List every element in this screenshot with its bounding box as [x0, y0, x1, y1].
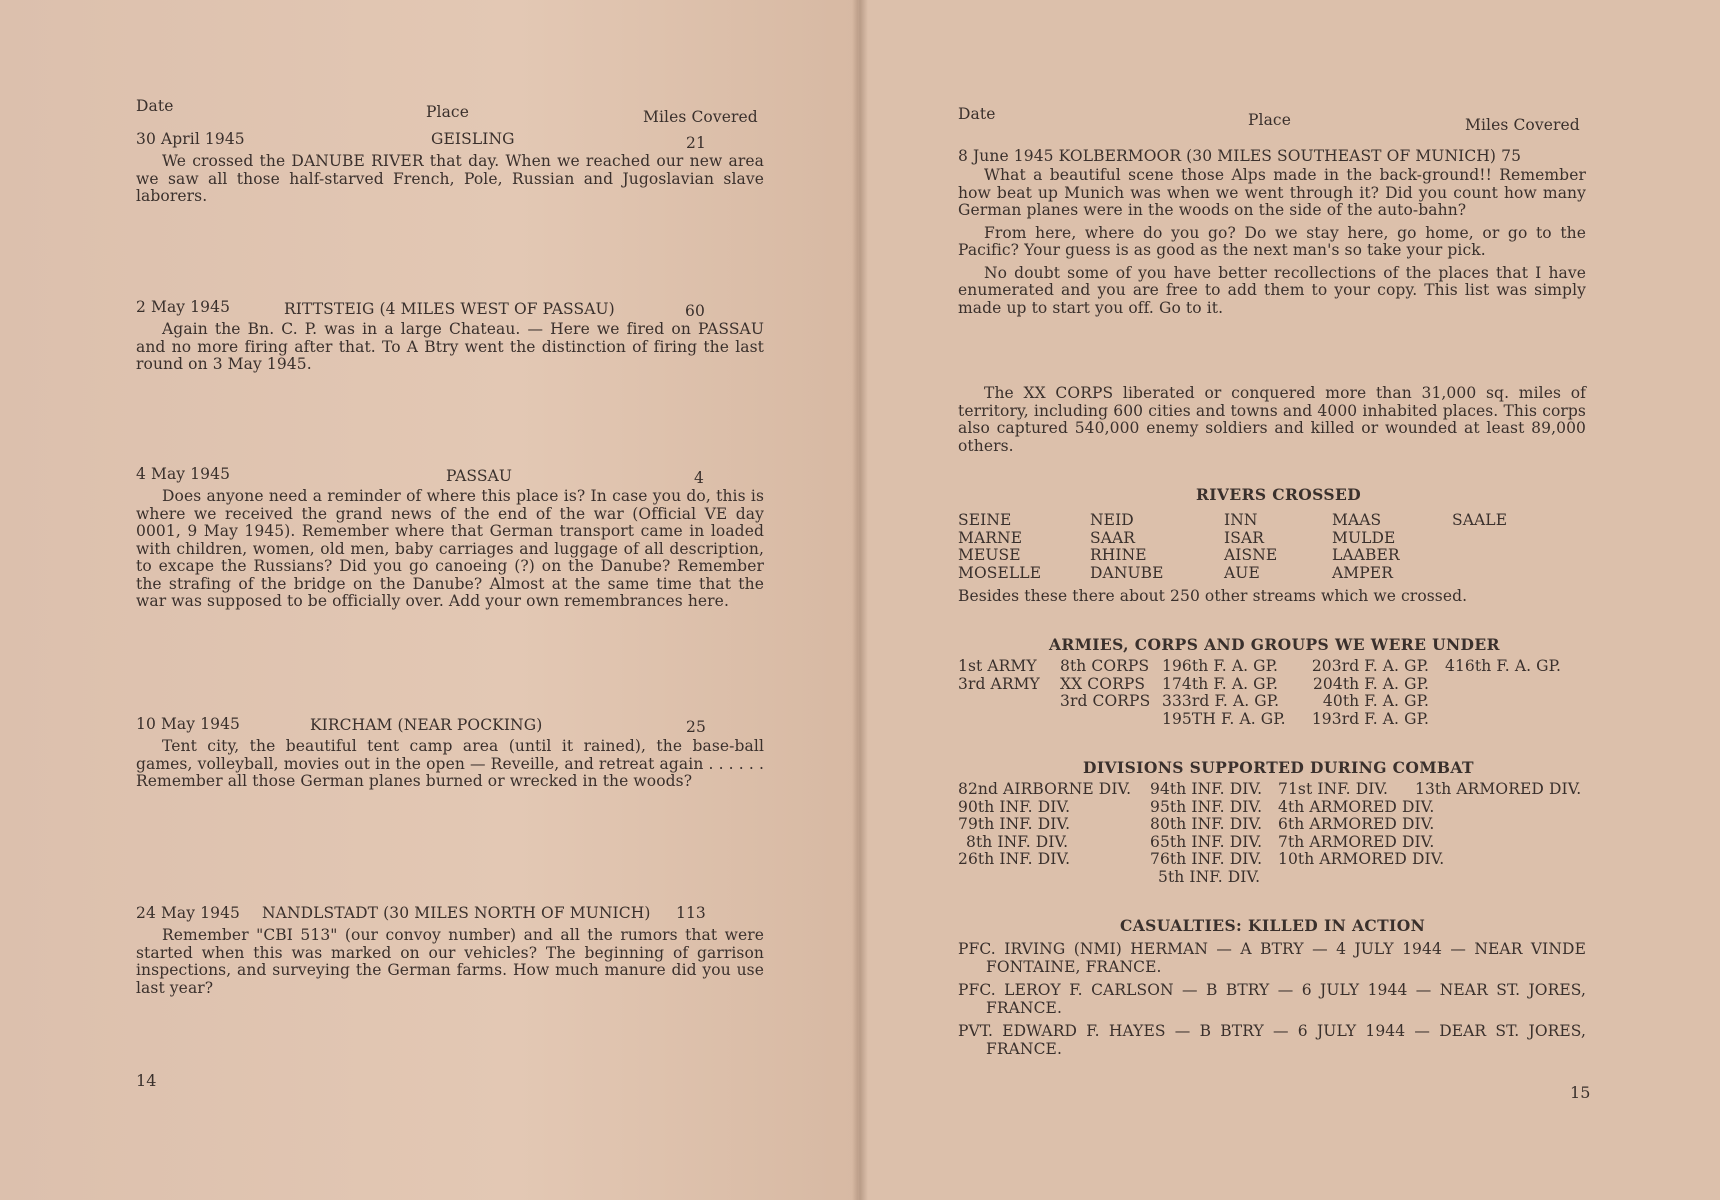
- entry-paragraph: What a beautiful scene those Alps made in the back-ground!! Remember how beat up Munich was when we went through it? Did you count how many German planes were in the woods on the side of the auto-bahn?: [958, 166, 1586, 219]
- division-name: 79th INF. DIV.: [958, 815, 1071, 833]
- river-name: MULDE: [1332, 528, 1396, 547]
- division-name: 95th INF. DIV.: [1150, 797, 1263, 816]
- entry-date: 24 May 1945: [136, 904, 240, 922]
- armies-title: ARMIES, CORPS AND GROUPS WE WERE UNDER: [1049, 635, 1500, 654]
- entry-place: GEISLING: [431, 130, 515, 148]
- river-name: MARNE: [958, 528, 1023, 547]
- entry-paragraph: From here, where do you go? Do we stay here, go home, or go to the Pacific? Your guess is as good as the next man's so take your pick.: [958, 223, 1586, 259]
- division-name: 5th INF. DIV.: [1158, 867, 1261, 886]
- division-name: 94th INF. DIV.: [1150, 780, 1263, 798]
- division-name: 26th INF. DIV.: [958, 850, 1071, 868]
- river-name: NEID: [1090, 511, 1134, 529]
- river-name: MEUSE: [958, 546, 1021, 564]
- rivers-title: RIVERS CROSSED: [1196, 485, 1362, 504]
- entry-text: Remember "CBI 513" (our convoy number) and all the rumors that were started when this was marked on our vehicles? The beginning of garrison inspections, and surveying the German farms. How much manure did you use last year?: [136, 926, 764, 997]
- divisions-col: [1415, 781, 1581, 799]
- entry-place: KIRCHAM (NEAR POCKING): [310, 716, 543, 734]
- entry-place: NANDLSTADT (30 MILES NORTH OF MUNICH): [262, 904, 651, 922]
- division-name: 4th ARMORED DIV.: [1278, 797, 1435, 816]
- miles-header: Miles Covered: [643, 108, 758, 126]
- casualties-list: [958, 941, 1586, 1064]
- division-name: 82nd AIRBORNE DIV.: [958, 780, 1132, 798]
- divisions-col: [1150, 781, 1262, 886]
- divisions-title: DIVISIONS SUPPORTED DURING COMBAT: [1083, 758, 1474, 777]
- group-name: 193rd F. A. GP.: [1311, 709, 1429, 728]
- entry-miles: 25: [686, 718, 706, 736]
- group-name: 195TH F. A. GP.: [1162, 709, 1286, 728]
- page-number: 15: [1570, 1083, 1591, 1102]
- river-name: INN: [1224, 511, 1258, 529]
- groups-col: [1445, 658, 1561, 676]
- casualty-entry: PFC. LEROY F. CARLSON — B BTRY — 6 JULY 1944 — NEAR ST. JORES, FRANCE.: [958, 981, 1586, 1017]
- group-name: 416th F. A. GP.: [1445, 657, 1562, 675]
- river-name: SAAR: [1090, 528, 1136, 547]
- groups-col: [1162, 658, 1286, 728]
- corps-summary: [958, 385, 1586, 460]
- group-name: 174th F. A. GP.: [1162, 674, 1279, 693]
- river-name: AUE: [1224, 563, 1260, 582]
- miles-header: Miles Covered: [1465, 116, 1580, 134]
- division-name: 80th INF. DIV.: [1150, 815, 1263, 833]
- division-name: 6th ARMORED DIV.: [1278, 815, 1435, 833]
- group-name: 40th F. A. GP.: [1322, 692, 1429, 710]
- division-name: 76th INF. DIV.: [1150, 850, 1263, 868]
- date-header: Date: [958, 105, 996, 123]
- river-name: SEINE: [958, 511, 1012, 529]
- entry-miles: 113: [676, 904, 706, 922]
- rivers-col: [1332, 512, 1400, 582]
- entry-date: 4 May 1945: [136, 465, 231, 483]
- casualties-title: CASUALTIES: KILLED IN ACTION: [1120, 916, 1426, 935]
- entry-miles: 4: [694, 469, 704, 487]
- division-name: 13th ARMORED DIV.: [1415, 780, 1582, 798]
- river-name: AMPER: [1332, 563, 1393, 582]
- entry-text: Again the Bn. C. P. was in a large Chateau. — Here we fired on PASSAU and no more firing after that. To A Btry went the distinction of firing the last round on 3 May 1945.: [136, 320, 764, 373]
- group-name: 203rd F. A. GP.: [1311, 657, 1429, 675]
- page-number: 14: [136, 1071, 157, 1090]
- division-name: 7th ARMORED DIV.: [1278, 832, 1435, 851]
- casualty-entry: PVT. EDWARD F. HAYES — B BTRY — 6 JULY 1944 — DEAR ST. JORES, FRANCE.: [958, 1022, 1586, 1058]
- division-name: 71st INF. DIV.: [1278, 780, 1389, 798]
- kolbermoor-entry: [958, 148, 1586, 322]
- entry-date: 10 May 1945: [136, 715, 240, 733]
- division-name: 90th INF. DIV.: [958, 797, 1071, 816]
- group-name: 196th F. A. GP.: [1162, 657, 1279, 675]
- entry-text: We crossed the DANUBE RIVER that day. When we reached our new area we saw all those half-starved French, Pole, Russian and Jugoslavian slave laborers.: [136, 152, 764, 205]
- rivers-col: [1090, 512, 1164, 582]
- entry-text: Tent city, the beautiful tent camp area (until it rained), the base-ball games, volleyball, movies out in the open — Reveille, and retreat again . . . . . . Remember all those German planes burned or wrecked in the woods?: [136, 737, 764, 790]
- river-name: MOSELLE: [958, 563, 1042, 582]
- entry-miles: 60: [685, 302, 705, 320]
- river-name: DANUBE: [1090, 563, 1164, 582]
- army-name: 3rd ARMY: [958, 674, 1040, 693]
- army-name: 1st ARMY: [958, 657, 1037, 675]
- entry-date: 30 April 1945: [136, 130, 245, 148]
- armies-col: [958, 658, 1040, 693]
- rivers-col: [1224, 512, 1277, 582]
- group-name: 333rd F. A. GP.: [1162, 692, 1280, 710]
- group-name: 204th F. A. GP.: [1312, 674, 1429, 693]
- river-name: MAAS: [1332, 511, 1382, 529]
- river-name: AISNE: [1224, 546, 1278, 564]
- corps-name: 8th CORPS: [1060, 657, 1150, 675]
- rivers-col: [958, 512, 1041, 582]
- rivers-col: [1452, 512, 1507, 530]
- entry-place: PASSAU: [446, 467, 513, 485]
- corps-paragraph: The XX CORPS liberated or conquered more than 31,000 sq. miles of territory, including 600 cities and towns and 4000 inhabited places. This corps also captured 540,000 enemy soldiers and killed or wounded at least 89,000 others.: [958, 384, 1586, 455]
- place-header: Place: [426, 103, 469, 121]
- rivers-note: Besides these there about 250 other streams which we crossed.: [958, 587, 1468, 605]
- entry-place: RITTSTEIG (4 MILES WEST OF PASSAU): [284, 300, 615, 318]
- entry-head: 8 June 1945 KOLBERMOOR (30 MILES SOUTHEAST OF MUNICH) 75: [958, 147, 1522, 165]
- corps-name: 3rd CORPS: [1060, 692, 1151, 710]
- date-header: Date: [136, 97, 174, 115]
- division-name: 8th INF. DIV.: [966, 832, 1069, 851]
- entry-miles: 21: [686, 134, 706, 152]
- division-name: 10th ARMORED DIV.: [1278, 850, 1445, 868]
- corps-name: XX CORPS: [1060, 674, 1146, 693]
- corps-col: [1060, 658, 1150, 711]
- place-header: Place: [1248, 111, 1291, 129]
- river-name: ISAR: [1224, 528, 1265, 547]
- river-name: SAALE: [1452, 511, 1508, 529]
- entry-date: 2 May 1945: [136, 298, 231, 316]
- river-name: LAABER: [1332, 546, 1400, 564]
- river-name: RHINE: [1090, 546, 1147, 564]
- casualty-entry: PFC. IRVING (NMI) HERMAN — A BTRY — 4 JULY 1944 — NEAR VINDE FONTAINE, FRANCE.: [958, 940, 1586, 976]
- division-name: 65th INF. DIV.: [1150, 832, 1263, 851]
- groups-col: [1307, 658, 1429, 728]
- entry-paragraph: No doubt some of you have better recollections of the places that I have enumerated and you are free to add them to your copy. This list was simply made up to start you off. Go to it.: [958, 263, 1586, 317]
- divisions-col: [958, 781, 1131, 869]
- entry-text: Does anyone need a reminder of where this place is? In case you do, this is where we received the grand news of the end of the war (Official VE day 0001, 9 May 1945). Remember where that German transport came in loaded with children, women, old men, baby carriages and luggage of all description, to excape the Russians? Did you go canoeing (?) on the Danube? Remember the strafing of the bridge on the Danube? Almost at the same time that the war was supposed to be officially over. Add your own remembrances here.: [136, 487, 764, 610]
